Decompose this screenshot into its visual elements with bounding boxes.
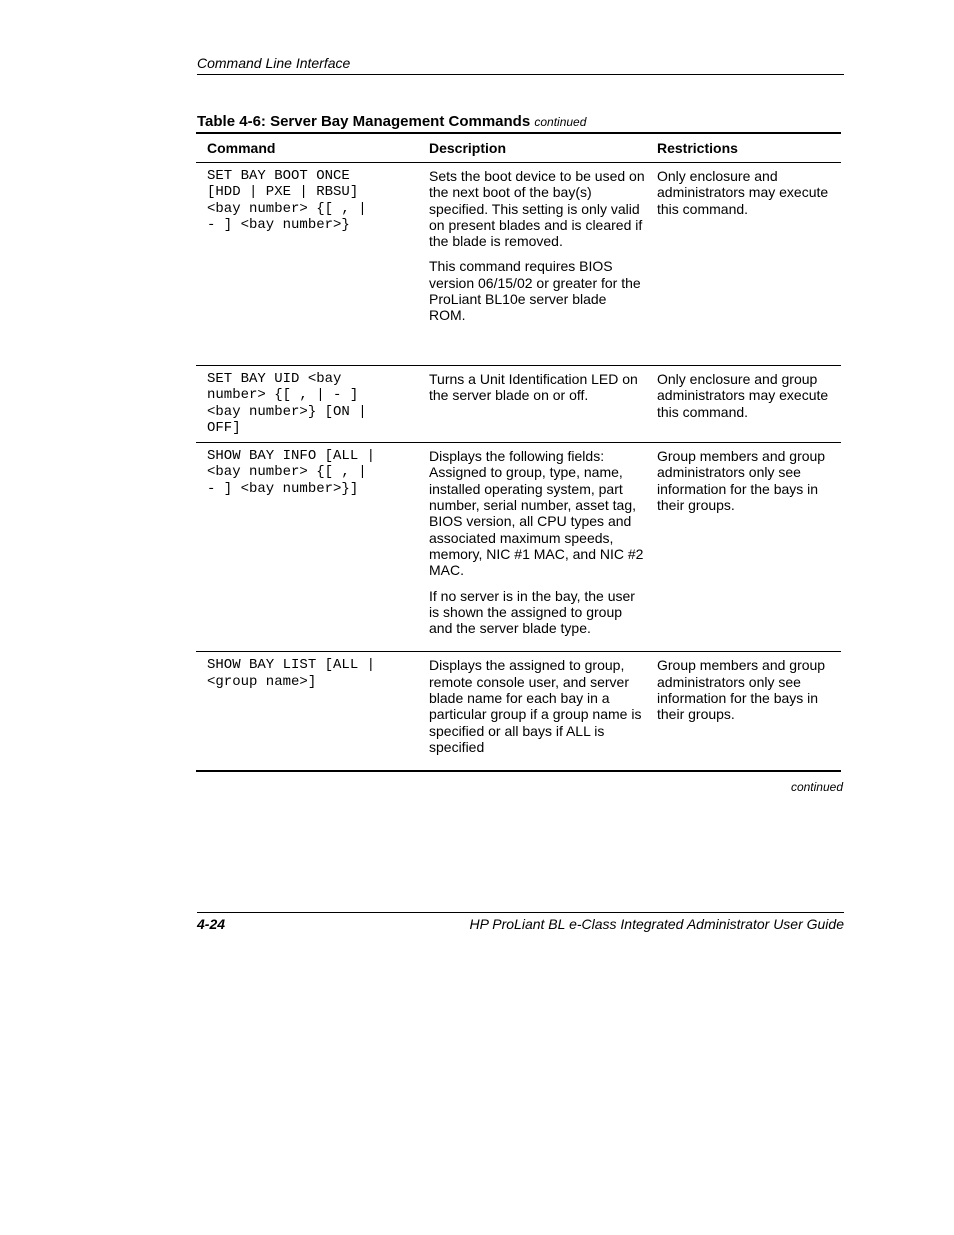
restrictions-cell <box>646 652 841 771</box>
command-cell: SHOW BAY LIST [ALL | <group name>] <box>207 657 376 690</box>
command-cell: SET BAY BOOT ONCE [HDD | PXE | RBSU] <bay number> {[ , | - ] <bay number>} <box>196 163 418 366</box>
restrictions-text: Only enclosure and group administrators may execute this command. <box>657 371 829 420</box>
description-paragraph: If no server is in the bay, the user is shown the assigned to group and the server blade type. <box>429 587 635 637</box>
continued-label: continued <box>790 780 843 794</box>
restrictions-cell <box>646 163 841 366</box>
running-header <box>197 55 844 75</box>
description-paragraph: This command requires BIOS version 06/15/02 or greater for the ProLiant BL10e server blade ROM. <box>429 258 641 324</box>
table-title: Table 4-6: Server Bay Management Commands <box>197 113 531 130</box>
description-paragraph: Turns a Unit Identification LED on the server blade on or off. <box>429 371 638 404</box>
table-row <box>196 163 841 366</box>
column-header-description: Description <box>418 133 646 163</box>
command-cell: SHOW BAY INFO [ALL | <bay number> {[ , | - ] <bay number>}] <box>196 443 418 652</box>
table-row <box>196 652 841 771</box>
description-paragraph: Sets the boot device to be used on the next boot of the bay(s) specified. This setting is only valid on present blades and is cleared if the blade is removed. <box>429 168 645 250</box>
description-cell <box>418 443 646 652</box>
restrictions-cell <box>646 366 841 443</box>
restrictions-text: Only enclosure and administrators may execute this command. <box>657 168 829 217</box>
table-row <box>196 366 841 443</box>
description-cell <box>418 366 646 443</box>
page-number: 4-24 <box>197 916 226 932</box>
table-row <box>196 443 841 652</box>
commands-table <box>196 132 841 772</box>
guide-title: HP ProLiant BL e-Class Integrated Administrator User Guide <box>469 916 844 932</box>
description-cell <box>418 652 646 771</box>
description-paragraph: Displays the assigned to group, remote console user, and server blade name for each bay in a particular group if a group name is specified or all bays if ALL is specified <box>429 657 642 755</box>
description-cell <box>418 163 646 366</box>
table-header-row <box>196 133 841 163</box>
section-title: Command Line Interface <box>197 55 351 71</box>
restrictions-text: Group members and group administrators only see information for the bays in their groups. <box>657 448 826 514</box>
command-cell: SET BAY UID <bay number> {[ , | - ] <bay number>} [ON | OFF] <box>196 366 418 443</box>
column-header-restrictions: Restrictions <box>646 133 841 163</box>
restrictions-text: Group members and group administrators only see information for the bays in their groups. <box>657 657 826 723</box>
table-title-note: continued <box>534 115 587 129</box>
description-paragraph: Displays the following fields: Assigned to group, type, name, installed operating system, part number, serial number, asset tag, BIOS version, all CPU types and associated maximum speeds, memory, NIC #1 MAC, and NIC #2 MAC. <box>429 448 644 579</box>
page-footer <box>197 912 844 933</box>
column-header-command: Command <box>196 133 418 163</box>
table-caption <box>197 113 586 131</box>
restrictions-cell <box>646 443 841 652</box>
